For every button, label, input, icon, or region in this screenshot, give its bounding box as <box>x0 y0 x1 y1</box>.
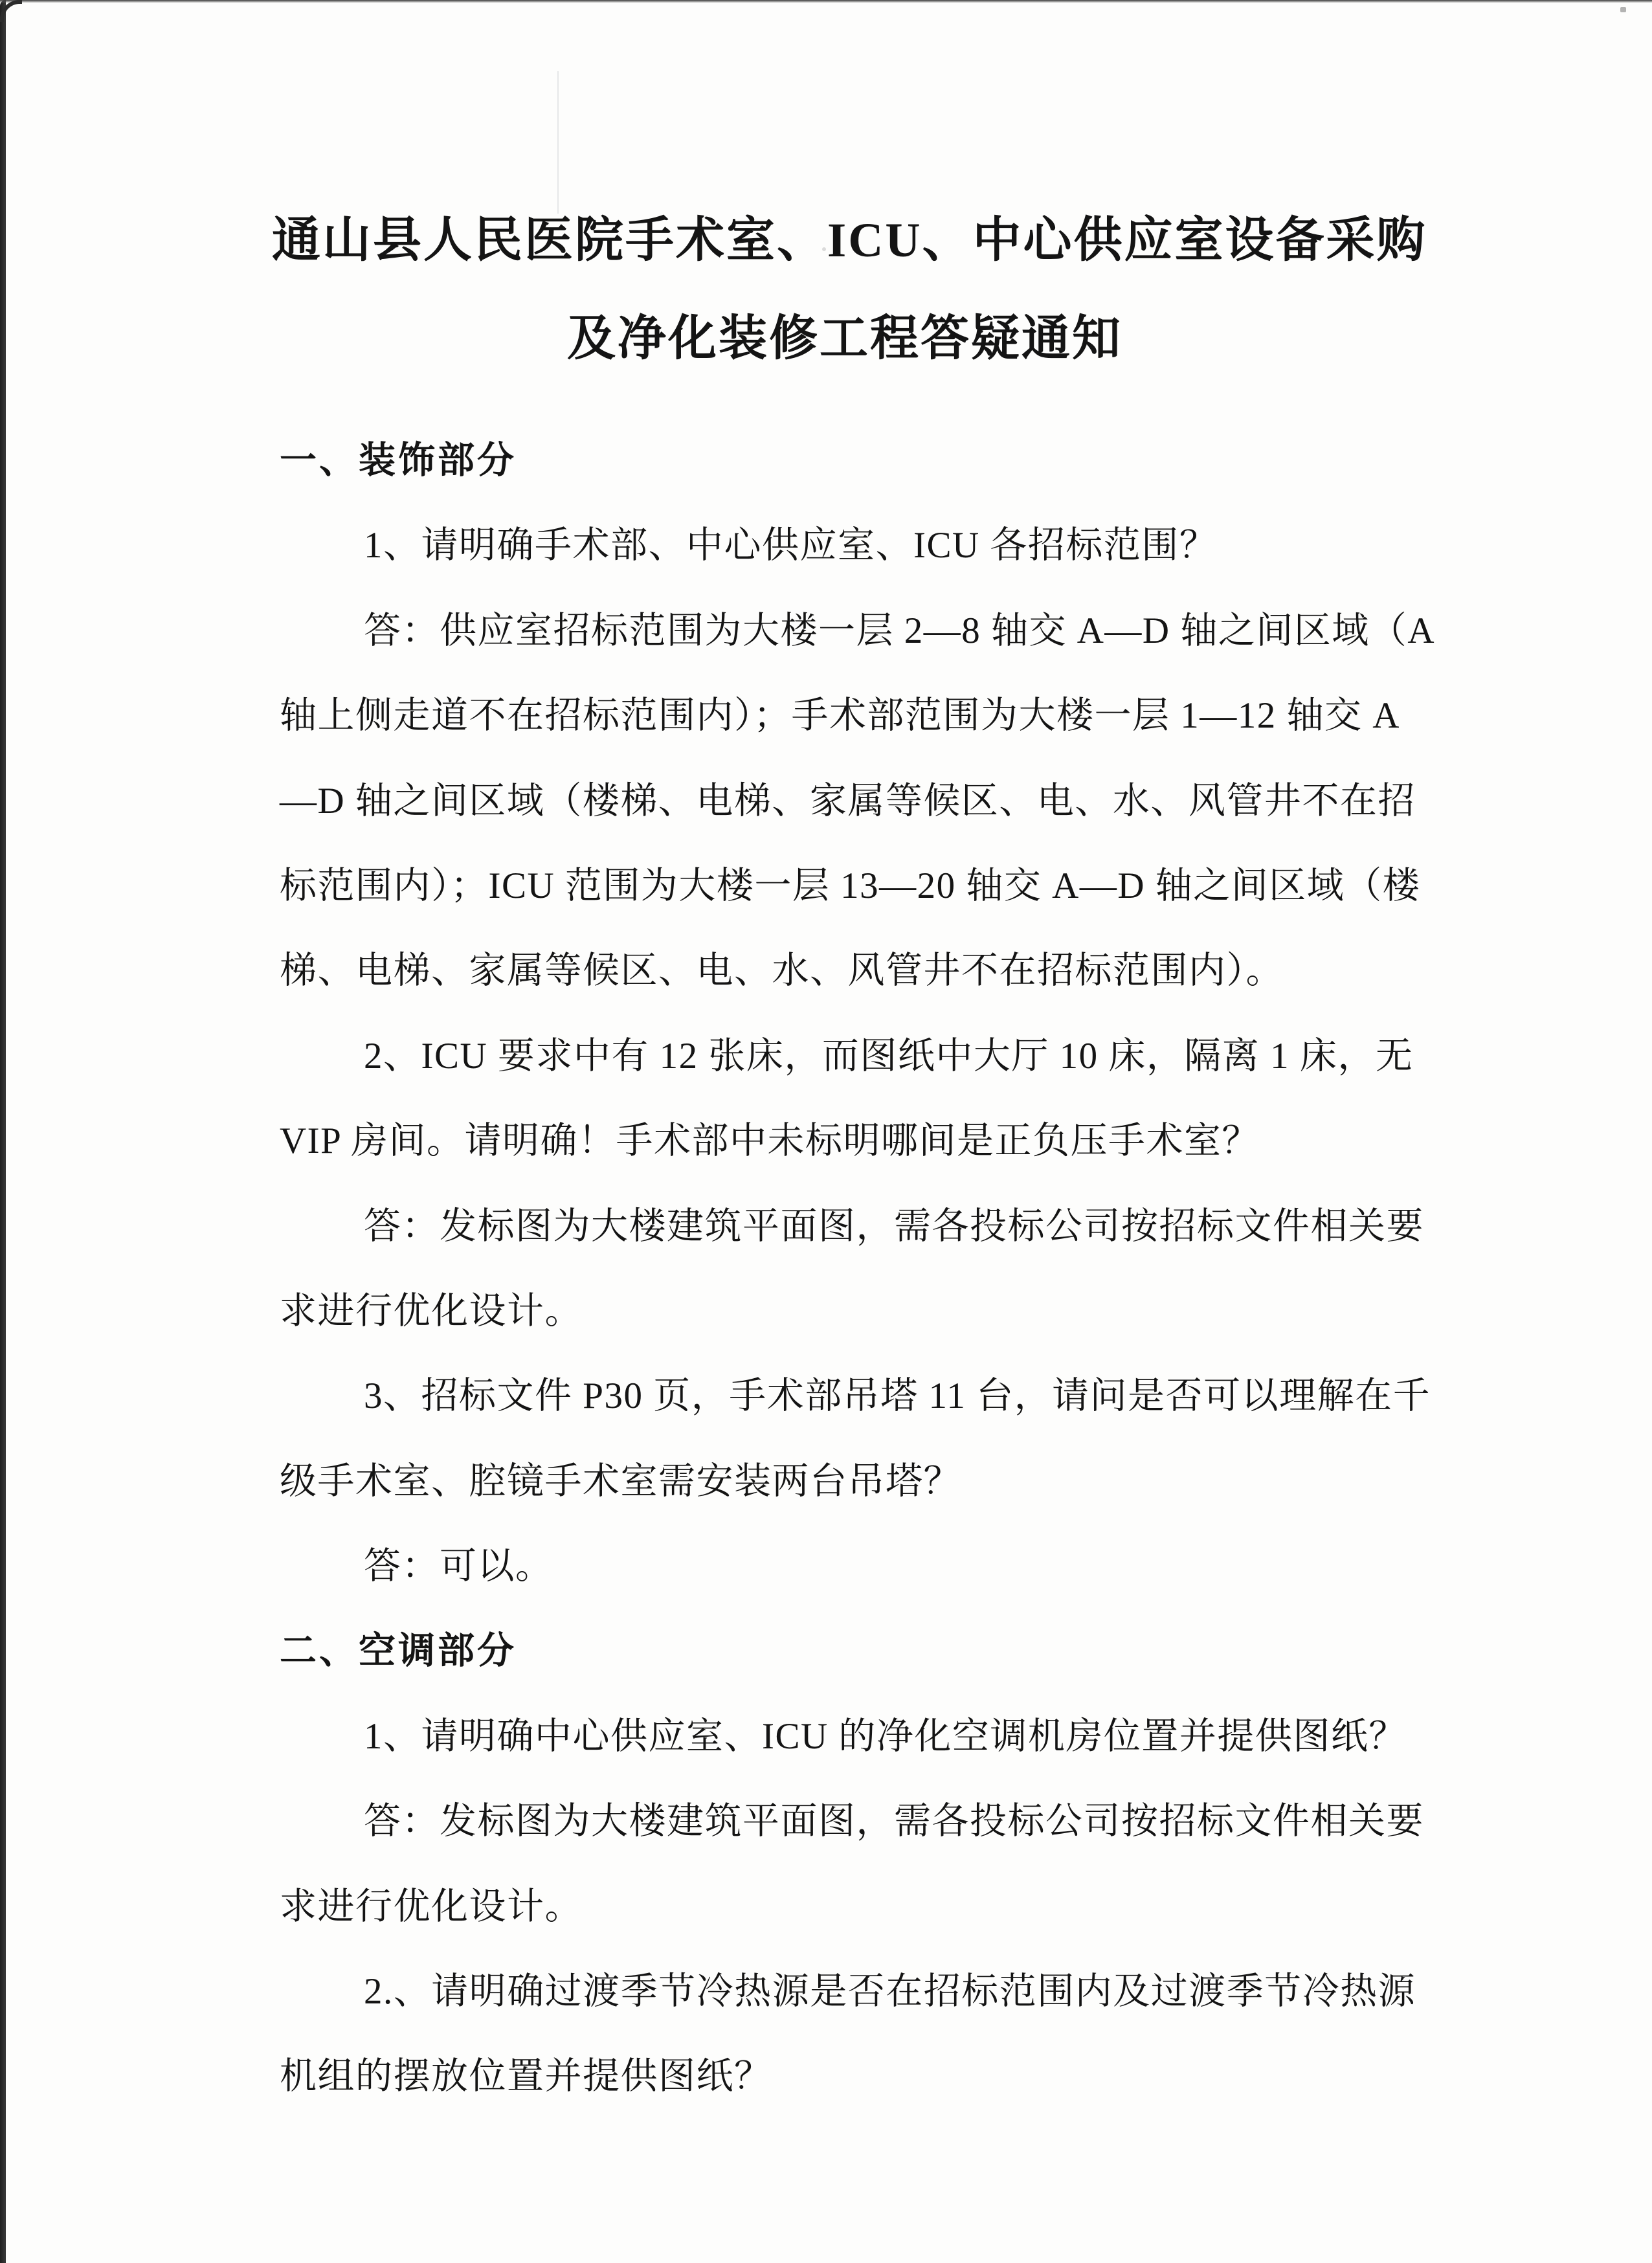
document-title <box>272 192 1427 388</box>
text-line: 2、ICU 要求中有 12 张床，而图纸中大厅 10 床，隔离 1 床，无 <box>364 1035 1414 1076</box>
document-title-line-1: 通山县人民医院手术室、ICU、中心供应室设备采购 <box>272 214 1427 267</box>
text-line: 求进行优化设计。 <box>280 1290 583 1332</box>
scan-speck-artifact <box>1620 7 1626 12</box>
text-line: 答：可以。 <box>364 1546 553 1587</box>
text-line: —D 轴之间区域（楼梯、电梯、家属等候区、电、水、风管井不在招 <box>280 780 1416 821</box>
text-line: 梯、电梯、家属等候区、电、水、风管井不在招标范围内）。 <box>280 950 1284 992</box>
text-line: 级手术室、腔镜手术室需安装两台吊塔？ <box>280 1460 961 1502</box>
scan-edge-left <box>0 0 6 2263</box>
text-line: 3、招标文件 P30 页，手术部吊塔 11 台，请问是否可以理解在千 <box>364 1376 1431 1417</box>
text-line: 1、请明确手术部、中心供应室、ICU 各招标范围？ <box>364 525 1218 566</box>
document-title-line-2: 及净化装修工程答疑通知 <box>566 312 1122 366</box>
section-heading-decoration: 一、装饰部分 <box>280 440 517 481</box>
text-line: 答：供应室招标范围为大楼一层 2—8 轴交 A—D 轴之间区域（A <box>364 610 1435 651</box>
text-line: 机组的摆放位置并提供图纸？ <box>280 2056 772 2097</box>
text-line: 1、请明确中心供应室、ICU 的净化空调机房位置并提供图纸？ <box>364 1715 1407 1757</box>
scan-edge-top <box>0 0 1652 3</box>
section-heading-hvac: 二、空调部分 <box>280 1631 517 1672</box>
text-line: 答：发标图为大楼建筑平面图，需各投标公司按招标文件相关要 <box>364 1205 1424 1247</box>
text-line: 标范围内）；ICU 范围为大楼一层 13—20 轴交 A—D 轴之间区域（楼 <box>280 865 1421 906</box>
text-line: 答：发标图为大楼建筑平面图，需各投标公司按招标文件相关要 <box>364 1801 1424 1842</box>
text-line: VIP 房间。请明确！手术部中未标明哪间是正负压手术室？ <box>280 1120 1260 1162</box>
document-body <box>280 418 1435 2119</box>
text-line: 2.、请明确过渡季节冷热源是否在招标范围内及过渡季节冷热源 <box>364 1971 1416 2012</box>
text-line: 轴上侧走道不在招标范围内）；手术部范围为大楼一层 1—12 轴交 A <box>280 695 1400 737</box>
text-line: 求进行优化设计。 <box>280 1886 583 1927</box>
